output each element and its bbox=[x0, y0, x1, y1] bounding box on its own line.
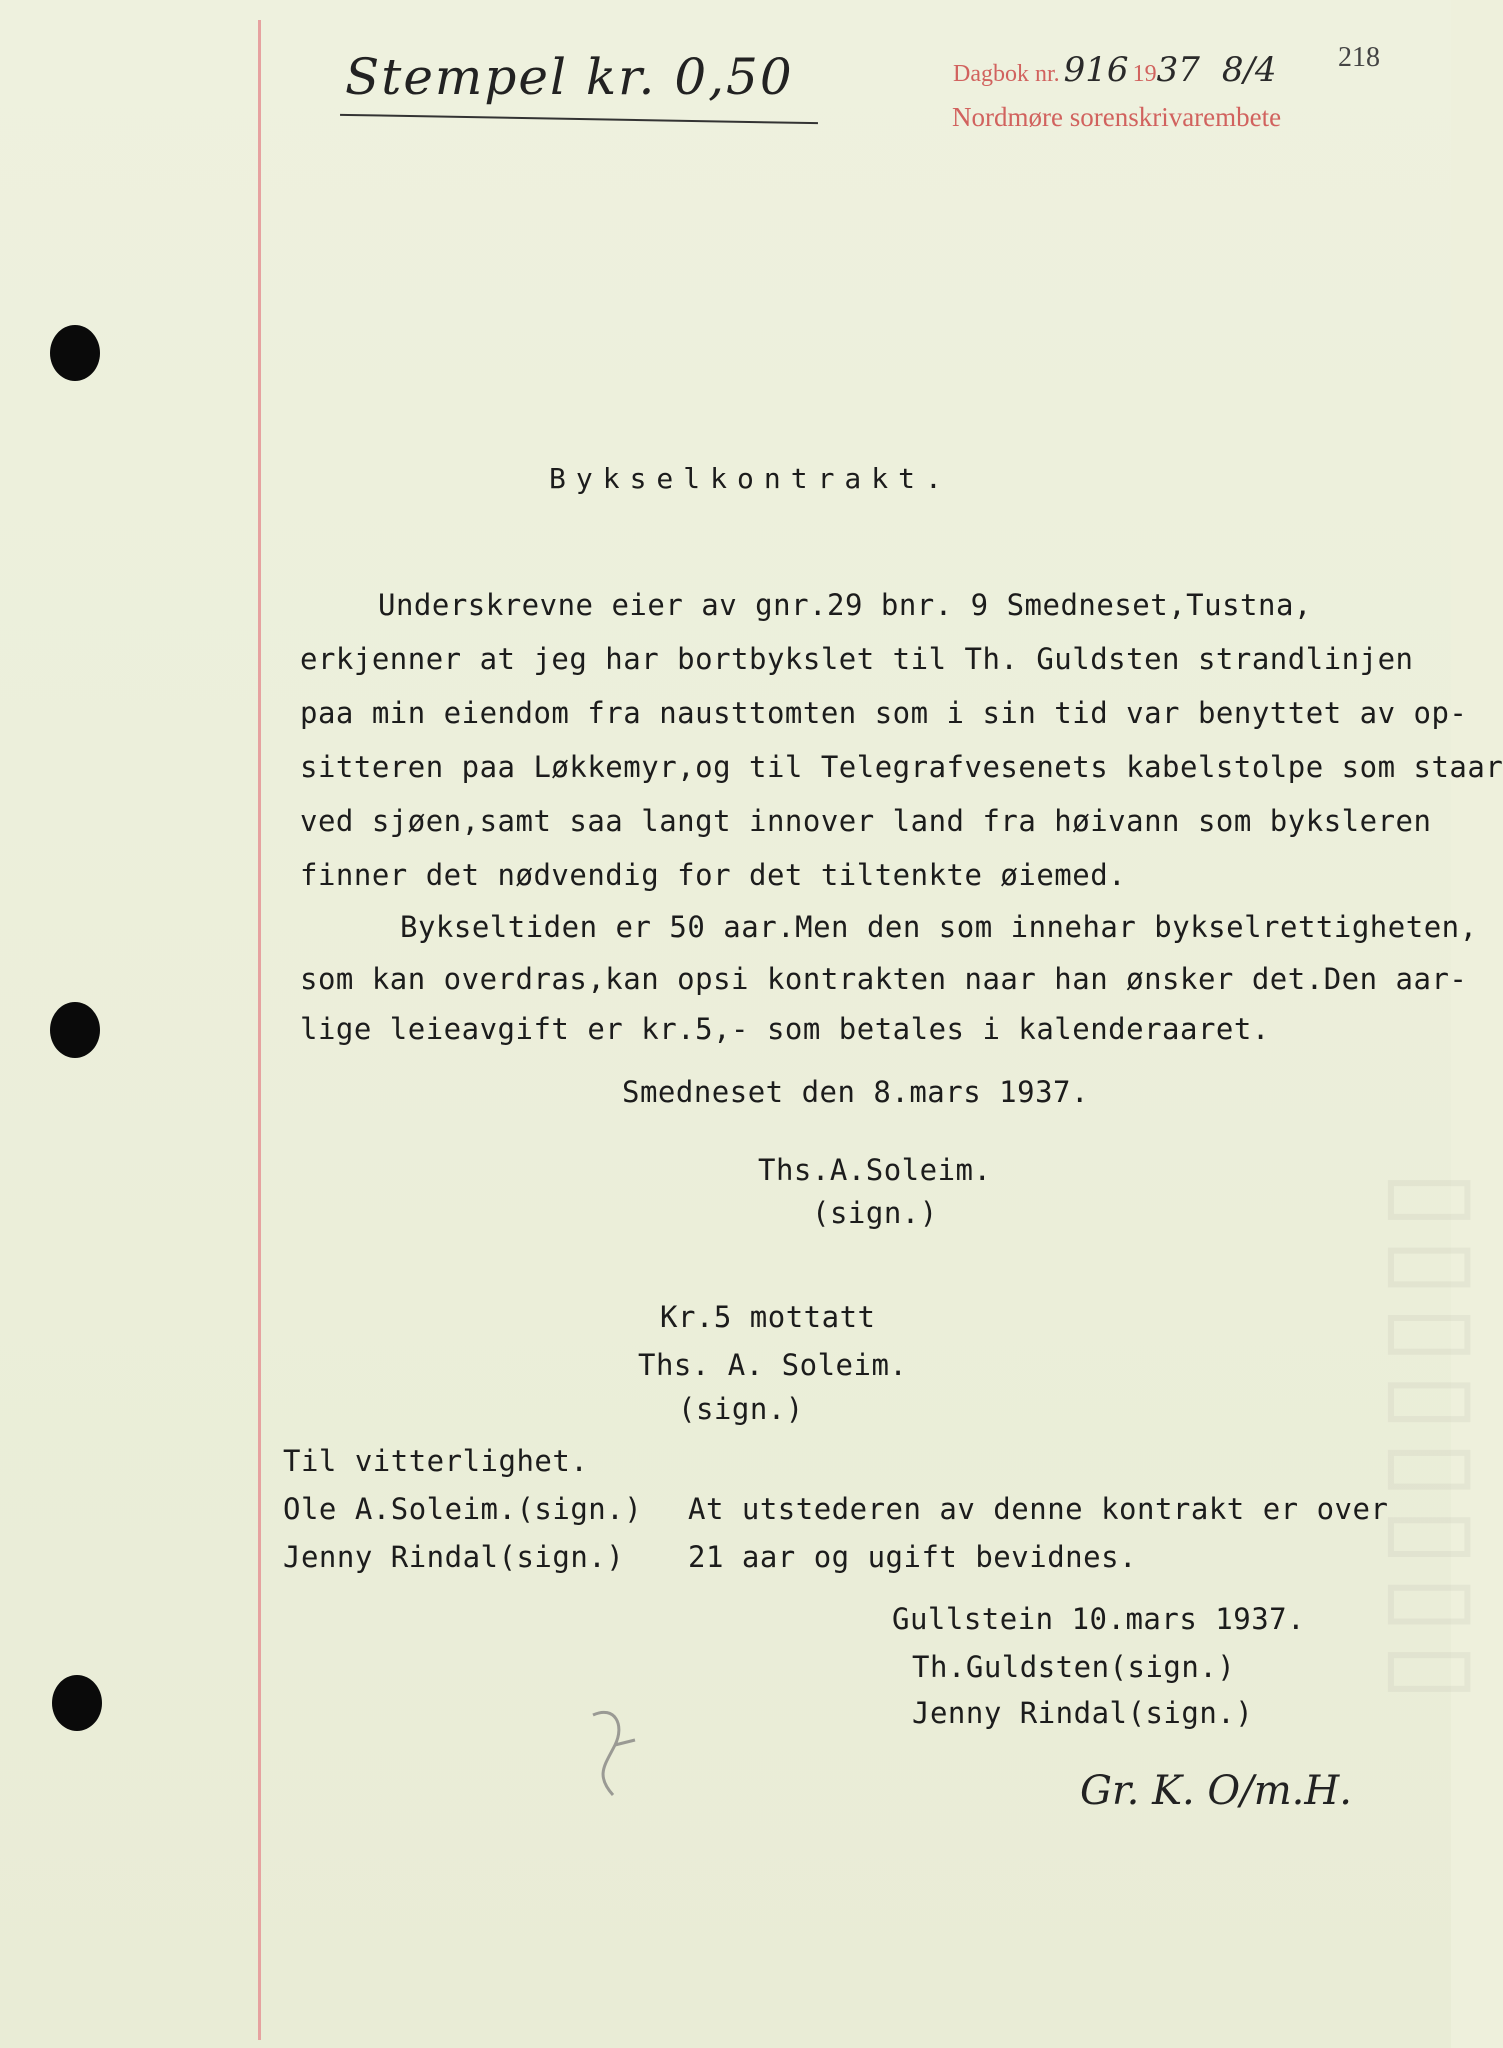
certify-line-1: At utstederen av denne kontrakt er over bbox=[688, 1492, 1389, 1526]
clerk-initials: Gr. K. O/m.H. bbox=[1080, 1768, 1352, 1814]
receipt-note: Kr.5 mottatt bbox=[660, 1300, 876, 1334]
p1-line-5: ved sjøen,samt saa langt innover land fra høivann som byksleren bbox=[300, 804, 1432, 838]
certify-signer-1: Th.Guldsten(sign.) bbox=[912, 1650, 1236, 1684]
p2-line-2: som kan overdras,kan opsi kontrakten naar han ønsker det.Den aar- bbox=[300, 962, 1468, 996]
watermark: ▯▯▯▯▯▯▯▯ bbox=[1375, 1170, 1500, 1710]
registry-office: Nordmøre sorenskrivarembete bbox=[952, 102, 1282, 132]
dagbok-year-prefix: 19 bbox=[1132, 61, 1157, 87]
p2-line-3: lige leieavgift er kr.5,- som betales i kalenderaaret. bbox=[300, 1012, 1270, 1046]
p1-line-1: Underskrevne eier av gnr.29 bnr. 9 Smedneset,Tustna, bbox=[378, 588, 1312, 622]
p1-line-2: erkjenner at jeg har bortbykslet til Th. Guldsten strandlinjen bbox=[300, 642, 1414, 676]
witness-1: Ole A.Soleim.(sign.) bbox=[283, 1492, 643, 1526]
punch-hole-bottom bbox=[52, 1675, 102, 1731]
witness-heading: Til vitterlighet. bbox=[283, 1444, 589, 1478]
receipt-sign: (sign.) bbox=[678, 1392, 804, 1426]
dagbok-date: 8/4 bbox=[1221, 50, 1277, 90]
signer-sign: (sign.) bbox=[812, 1196, 938, 1230]
witness-2: Jenny Rindal(sign.) bbox=[283, 1540, 625, 1574]
certify-signer-2: Jenny Rindal(sign.) bbox=[912, 1696, 1254, 1730]
registry-stamp bbox=[953, 50, 1277, 90]
signer-name: Ths.A.Soleim. bbox=[758, 1153, 992, 1187]
p1-line-4: sitteren paa Løkkemyr,og til Telegrafvesenets kabelstolpe som staar bbox=[300, 750, 1503, 784]
certify-line-2: 21 aar og ugift bevidnes. bbox=[688, 1540, 1137, 1574]
page-number: 218 bbox=[1338, 42, 1380, 73]
certify-place-date: Gullstein 10.mars 1937. bbox=[892, 1602, 1306, 1636]
punch-hole-top bbox=[50, 325, 100, 381]
punch-hole-middle bbox=[50, 1002, 100, 1058]
document-title: Bykselkontrakt. bbox=[549, 462, 952, 495]
dagbok-number: 916 bbox=[1063, 50, 1129, 90]
p1-line-3: paa min eiendom fra nausttomten som i sin tid var benyttet av op- bbox=[300, 696, 1468, 730]
stamp-duty-underline bbox=[340, 114, 818, 124]
stamp-duty-note: Stempel kr. 0,50 bbox=[345, 48, 794, 106]
p2-line-1: Bykseltiden er 50 aar.Men den som innehar bykselrettigheten, bbox=[400, 910, 1478, 944]
p1-line-6: finner det nødvendig for det tiltenkte øiemed. bbox=[300, 858, 1127, 892]
dagbok-label: Dagbok nr. bbox=[953, 61, 1060, 87]
place-date: Smedneset den 8.mars 1937. bbox=[622, 1075, 1089, 1109]
margin-rule bbox=[258, 20, 261, 2040]
dagbok-year-suffix: 37 bbox=[1156, 50, 1200, 90]
receipt-signer: Ths. A. Soleim. bbox=[638, 1348, 908, 1382]
pencil-scribble bbox=[585, 1705, 645, 1805]
